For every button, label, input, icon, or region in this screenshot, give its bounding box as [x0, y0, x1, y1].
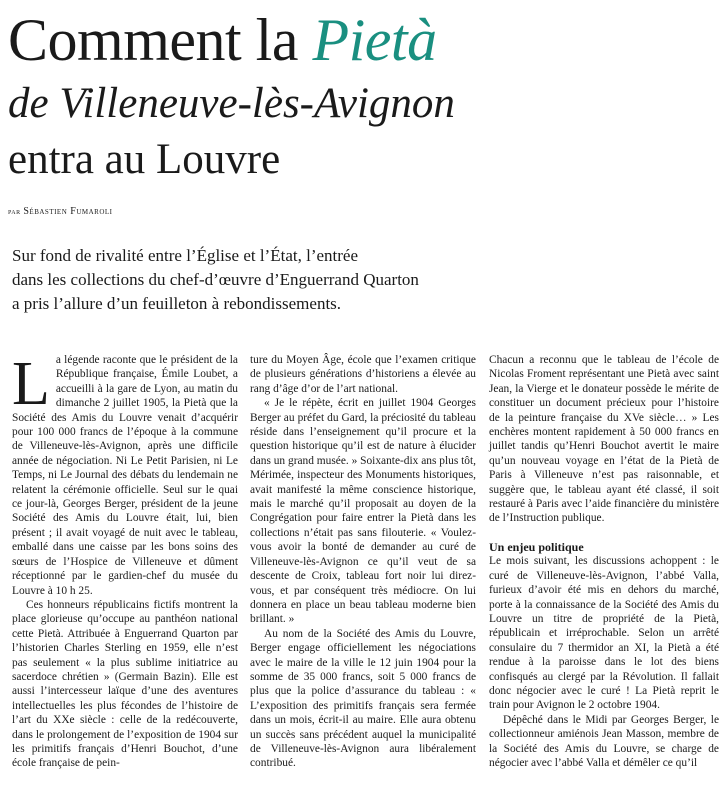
lede-line: a pris l’allure d’un feuilleton à rebondissements.: [12, 294, 342, 313]
byline: [8, 206, 113, 217]
title-line-2: de Villeneuve-lès-Avignon: [8, 80, 455, 127]
byline-author: Sébastien Fumaroli: [23, 206, 113, 217]
title-line-3: entra au Louvre: [8, 136, 281, 183]
paragraph: Chacun a reconnu que le tableau de l’école de Nicolas Froment représentant une Pietà avec saint Jean, la Vierge et le donateur possède le mérite de constituer un document précieux pour l’histoire de la peinture française du XVe siècle… » Les enchères montent rapidement à 50 000 francs en juillet tandis qu’Henri Bouchot avertit le maire qu’un nouveau voyage en l’état de la Pietà de Paris à Villeneuve n’est pas raisonnable, et suggère que, le tableau ayant été classé, il soit restauré à Paris avec l’aide financière du ministère de l’Instruction publique.: [489, 354, 719, 525]
lede: [12, 244, 512, 316]
paragraph: Le mois suivant, les discussions achoppent : le curé de Villeneuve-lès-Avignon, l’abbé Valla, furieux d’avoir été mis en dehors du marché, porte à la connaissance de la Société des Amis du Louvre un titre de propriété de la Pietà, républicain et irréprochable. Selon un arrêté consulaire du 7 thermidor an XI, la Pietà a été rendue à la paroisse dans le lot des biens confisqués au clergé par la Révolution. Il fallait donc négocier avec le curé ! La Pietà reprit le train pour Avignon le 2 octobre 1904.: [489, 555, 719, 712]
column-2: [250, 353, 476, 771]
paragraph: [12, 350, 238, 598]
title-line-1: [8, 4, 437, 76]
title-prefix: Comment la: [8, 7, 313, 73]
paragraph: Au nom de la Société des Amis du Louvre, Berger engage officiellement les négociations avec le maire de la ville le 12 juin 1904 pour la somme de 35 000 francs, soit 5 000 francs de plus que la police d’assurance du tableau : « L’exposition des primitifs français sera fermée dans un mois, écrit-il au maire. Elle aura obtenu un succès sans précédent auquel la municipalité de Villeneuve-lès-Avignon aura libéralement contribué.: [250, 627, 476, 770]
lede-line: dans les collections du chef-d’œuvre d’Enguerrand Quarton: [12, 270, 419, 289]
paragraph: ture du Moyen Âge, école que l’examen critique de plusieurs générations d’historiens a élevée au rang d’âge d’or de l’art national.: [250, 354, 476, 395]
drop-cap: L: [12, 350, 50, 418]
paragraph-text: a légende raconte que le président de la République française, Émile Loubet, a accueilli à la gare de Lyon, au matin du dimanche 2 juillet 1905, la Pietà que la Société des Amis du Louvre venait d’acquérir pour 100 000 francs de l’époque à la commune de Villeneuve-lès-Avignon, après une difficile année de négociation. Ni Le Petit Parisien, ni Le Temps, ni Le Journal des débats du lendemain ne relatent la cérémonie officielle. Seul sur le quai ce jour-là, Georges Berger, président de la jeune Société des Amis du Louvre était, lui, bien présent ; il avait voyagé de nuit avec le tableau, emballé dans une caisse par les bons soins des sœurs de l’Hospice de Villeneuve et dûment réceptionné par le gardien-chef du musée du Louvre à 10 h 25.: [12, 354, 238, 597]
section-subheading: Un enjeu politique: [489, 539, 584, 554]
lede-line: Sur fond de rivalité entre l’Église et l’État, l’entrée: [12, 246, 359, 265]
paragraph: Ces honneurs républicains fictifs montrent la place glorieuse qu’occupe au panthéon national cette Pietà. Attribuée à Enguerrand Quarton par l’historien Charles Sterling en 1959, elle n’est pas seulement « la plus sublime initiatrice au sacerdoce chrétien » (Germain Bazin). Elle est aussi l’intercesseur laïque d’une des aventures intellectuelles les plus fécondes de l’histoire de l’art du XXe siècle : celle de la redécouverte, dans le prolongement de l’exposition de 1904 sur les primitifs français d’Henri Bouchot, d’une école française de pein-: [12, 598, 238, 770]
title-accent: Pietà: [312, 7, 437, 73]
column-1: [12, 350, 238, 771]
paragraph: Dépêché dans le Midi par Georges Berger, le collectionneur amiénois Jean Masson, membre de la Société des Amis du Louvre, se charge de négocier avec l’abbé Valla et démêler ce qu’il: [489, 713, 719, 769]
byline-prefix: par: [8, 206, 24, 216]
column-3: [489, 353, 719, 770]
paragraph: « Je le répète, écrit en juillet 1904 Georges Berger au préfet du Gard, la préciosité du tableau réside dans l’enseignement qu’il procure et la question historique qu’il est de nature à élucider dans un grand musée. » Soixante-dix ans plus tôt, Mérimée, inspecteur des Monuments historiques, avait manifesté la même conscience historique, mais le marché qu’il proposait au doyen de la Congrégation pour faire entrer la Pietà dans les collections n’était pas sans filouterie. « Voulez-vous avoir la bonté de demander au curé de Villeneuve-lès-Avignon ce qu’il veut de sa descente de Croix, tableau fort noir lui direz-vous, et par conséquent très médiocre. On lui donnera en place un beau tableau moderne bien brillant. »: [250, 397, 476, 626]
